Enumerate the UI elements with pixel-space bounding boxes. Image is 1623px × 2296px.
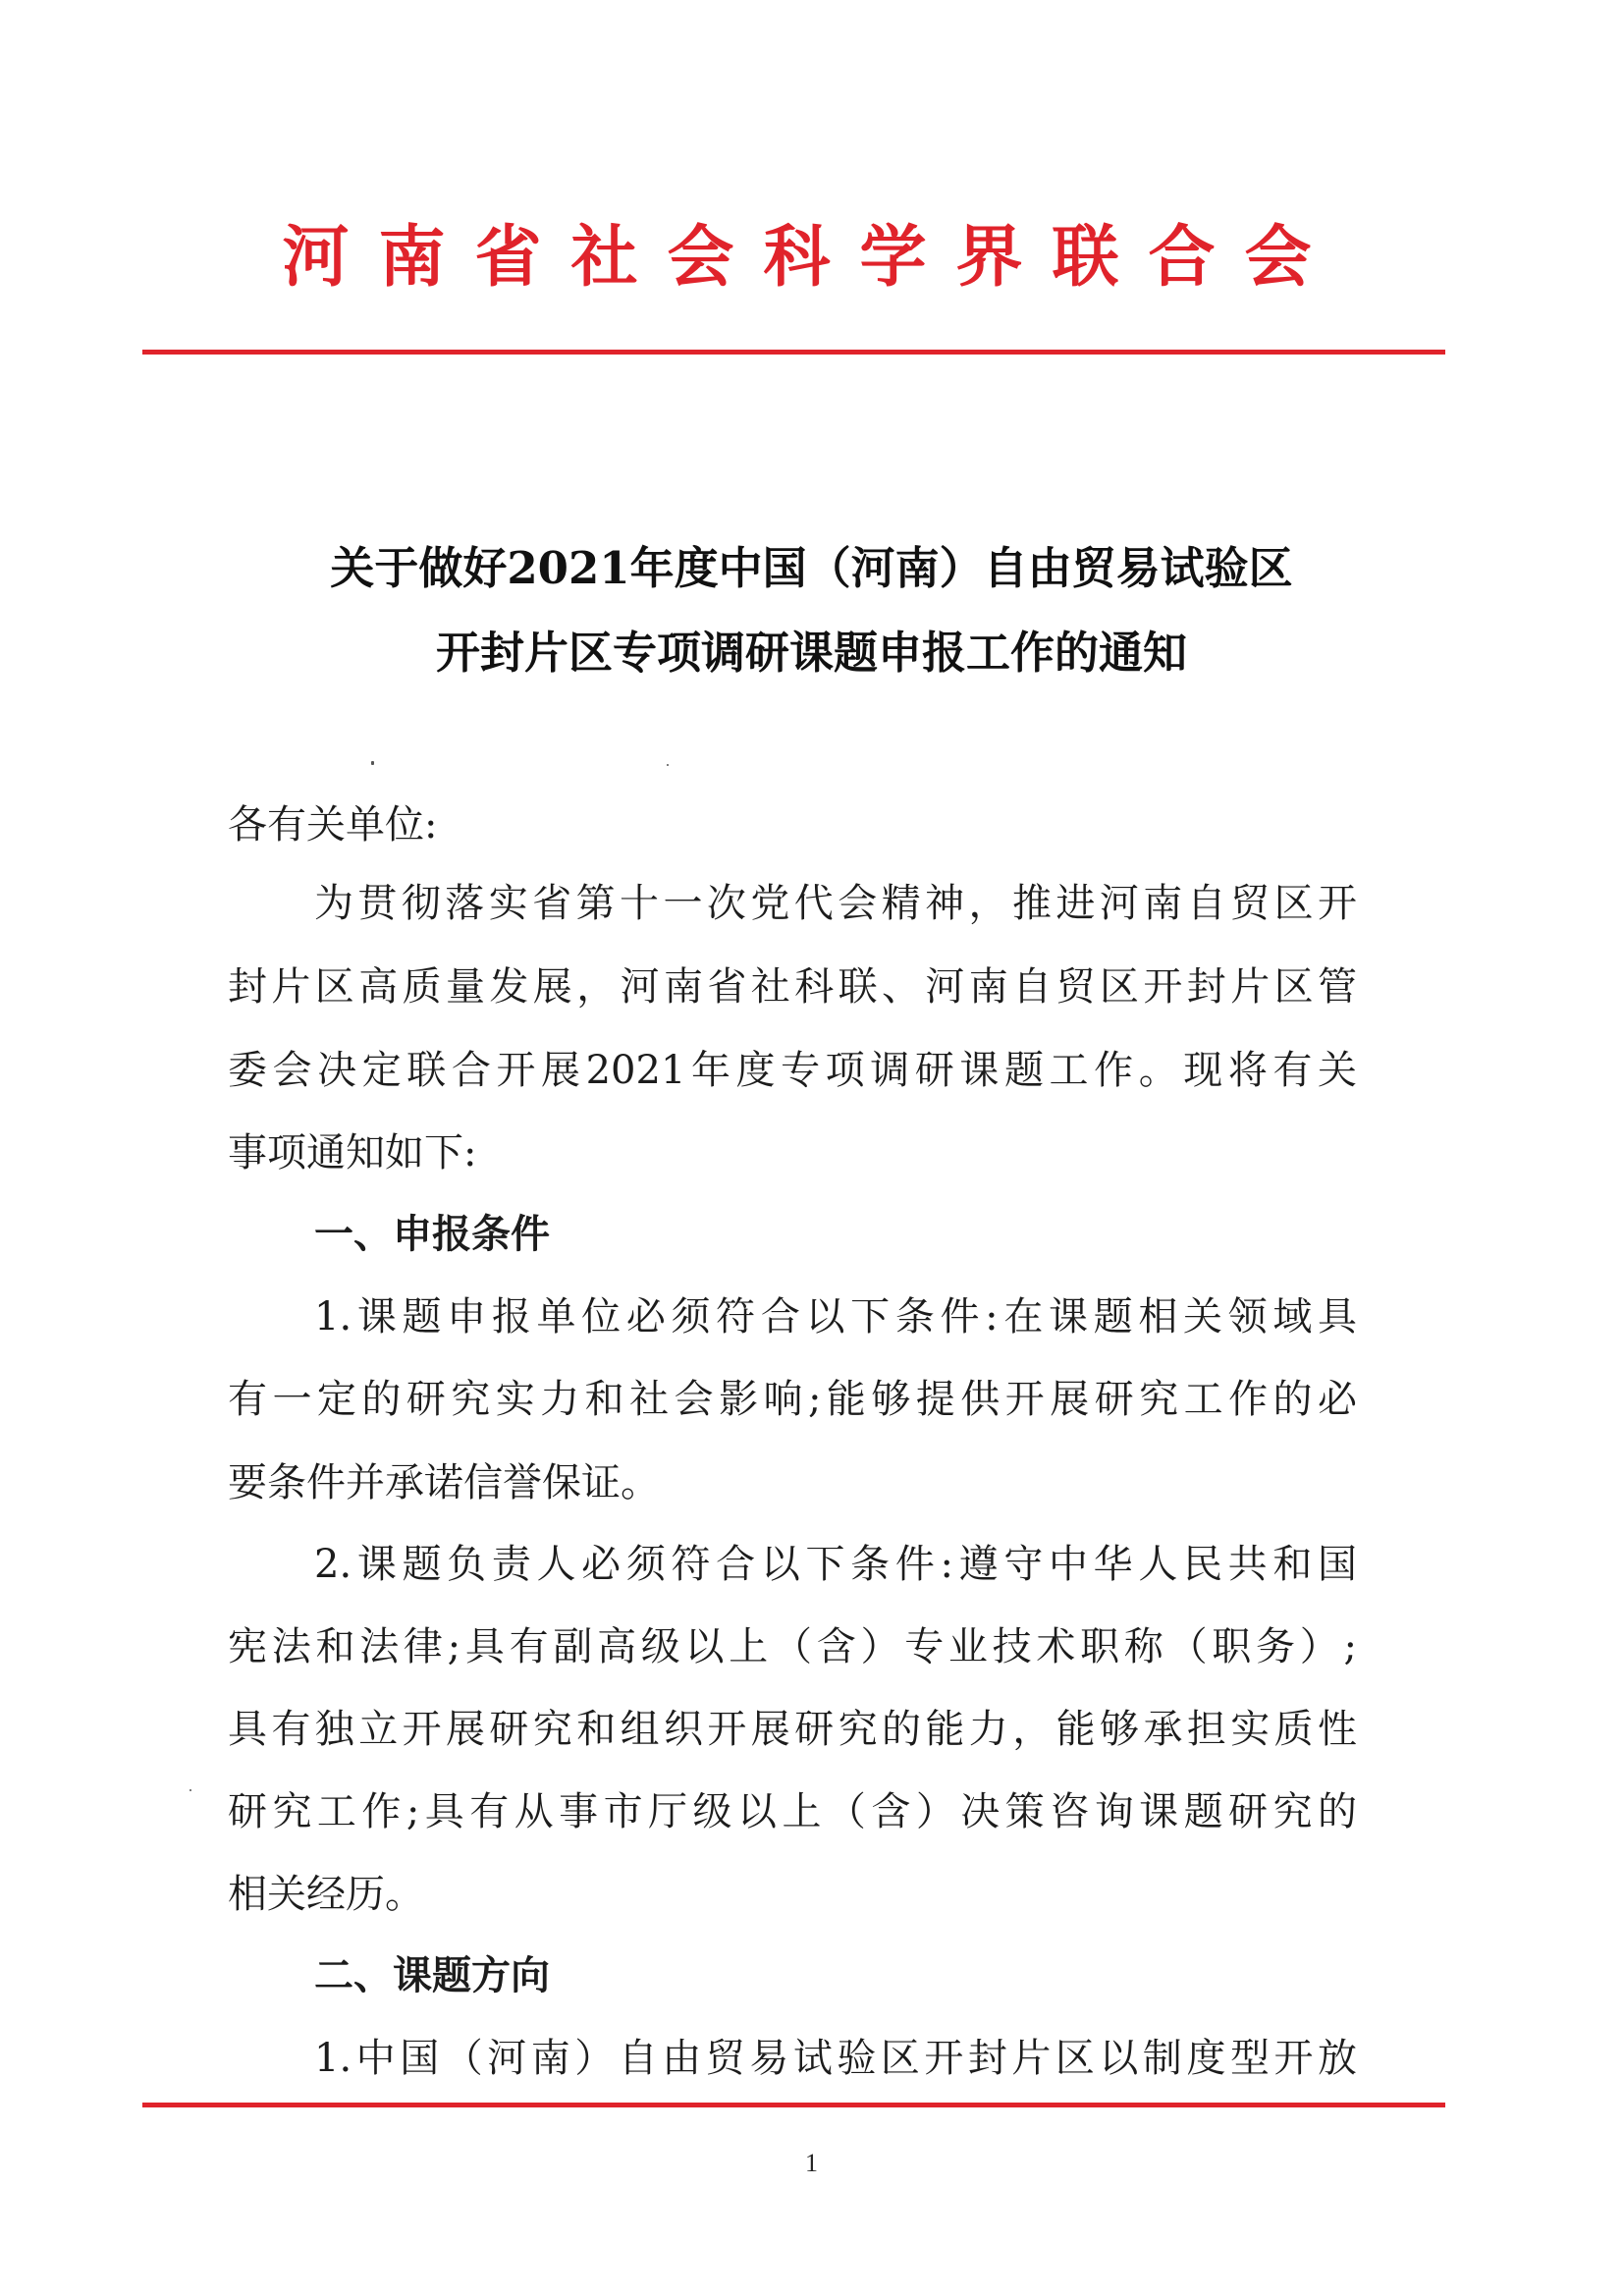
eligibility-item-2-line: 研究工作;具有从事市厅级以上（含）决策咨询课题研究的 [228, 1789, 1357, 1834]
document-title-line-2: 开封片区专项调研课题申报工作的通知 [435, 627, 1187, 679]
footer-red-rule [142, 2103, 1445, 2107]
eligibility-item-1-line: 1.课题申报单位必须符合以下条件:在课题相关领域具 [314, 1294, 1357, 1339]
document-title-line-1: 关于做好2021年度中国（河南）自由贸易试验区 [330, 542, 1293, 594]
eligibility-item-2-line: 相关经历。 [228, 1872, 424, 1917]
topic-direction-item-1-line: 1.中国（河南）自由贸易试验区开封片区以制度型开放 [314, 2036, 1357, 2081]
scan-speck [189, 1789, 191, 1791]
page-number: 1 [805, 2149, 818, 2177]
intro-paragraph-line: 事项通知如下: [228, 1130, 477, 1175]
letterhead-red-rule [142, 350, 1445, 355]
intro-paragraph-line: 委会决定联合开展2021年度专项调研课题工作。现将有关 [228, 1048, 1357, 1093]
intro-paragraph-line: 为贯彻落实省第十一次党代会精神，推进河南自贸区开 [314, 881, 1357, 926]
intro-paragraph-line: 封片区高质量发展，河南省社科联、河南自贸区开封片区管 [228, 964, 1357, 1010]
letterhead-org-name: 河南省社会科学界联合会 [282, 218, 1341, 297]
eligibility-item-2-line: 2.课题负责人必须符合以下条件:遵守中华人民共和国 [314, 1542, 1357, 1587]
section-heading-topic-direction: 二、课题方向 [314, 1953, 550, 1998]
eligibility-item-1-line: 要条件并承诺信誉保证。 [228, 1460, 660, 1505]
eligibility-item-1-line: 有一定的研究实力和社会影响;能够提供开展研究工作的必 [228, 1377, 1357, 1422]
eligibility-item-2-line: 具有独立开展研究和组织开展研究的能力，能够承担实质性 [228, 1707, 1357, 1752]
salutation: 各有关单位: [228, 802, 438, 847]
scan-speck [667, 764, 669, 766]
scan-speck [371, 761, 374, 765]
eligibility-item-2-line: 宪法和法律;具有副高级以上（含）专业技术职称（职务）; [228, 1624, 1357, 1669]
section-heading-eligibility: 一、申报条件 [314, 1212, 550, 1257]
